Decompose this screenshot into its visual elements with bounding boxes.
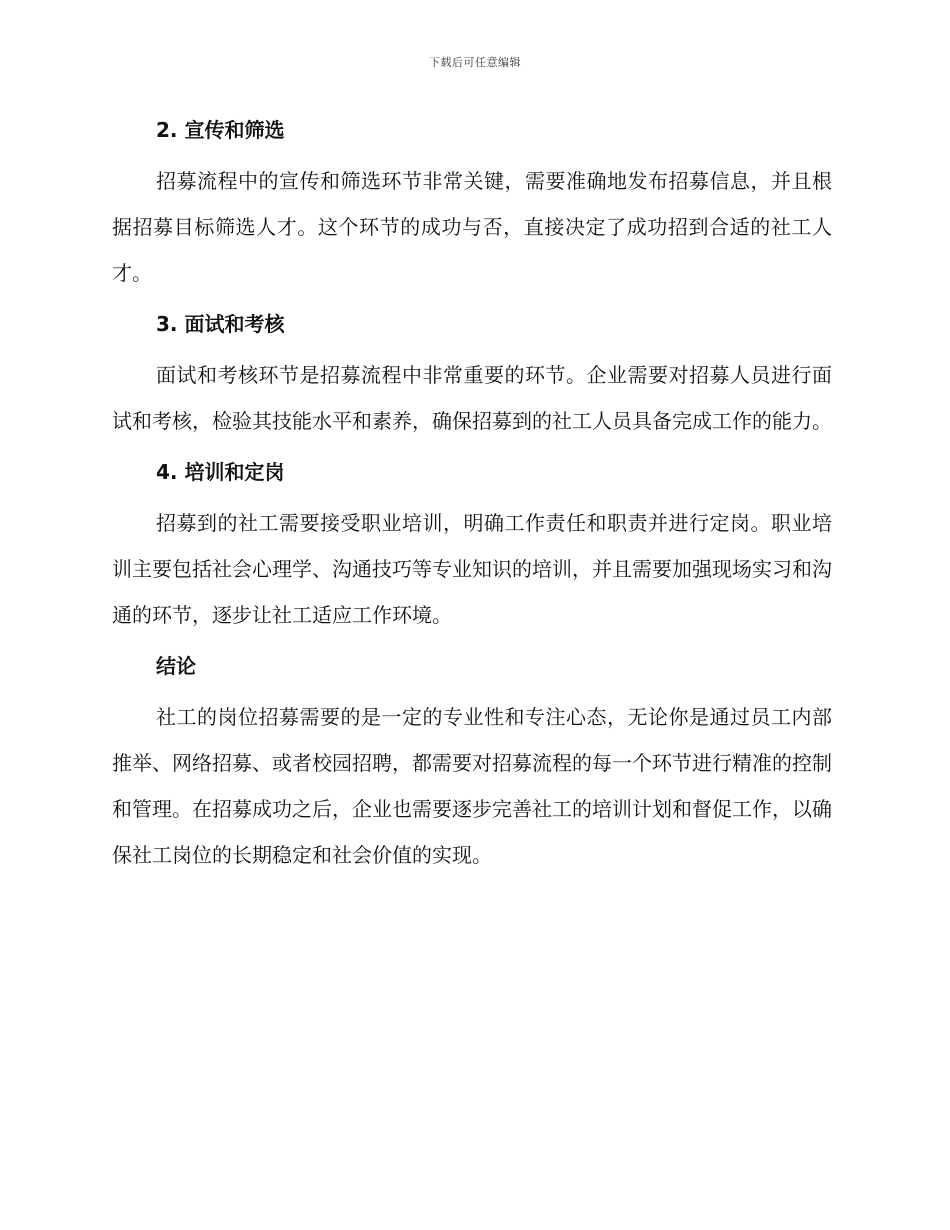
section-heading-conclusion: 结论 <box>156 654 196 678</box>
section-paragraph-training: 招募到的社工需要接受职业培训，明确工作责任和职责并进行定岗。职业培训主要包括社会心理学、沟通技巧等专业知识的培训，并且需要加强现场实习和沟通的环节，逐步让社工适应工作环境。 <box>112 511 832 627</box>
document-body <box>112 112 832 888</box>
section-paragraph-publicity: 招募流程中的宣传和筛选环节非常关键，需要准确地发布招募信息，并且根据招募目标筛选人才。这个环节的成功与否，直接决定了成功招到合适的社工人才。 <box>112 169 832 285</box>
section-heading-interview: 3. 面试和考核 <box>156 312 285 336</box>
section-heading-training: 4. 培训和定岗 <box>156 460 285 484</box>
section-paragraph-conclusion: 社工的岗位招募需要的是一定的专业性和专注心态，无论你是通过员工内部推举、网络招募、或者校园招聘，都需要对招募流程的每一个环节进行精准的控制和管理。在招募成功之后，企业也需要逐步完善社工的培训计划和督促工作，以确保社工岗位的长期稳定和社会价值的实现。 <box>112 705 832 867</box>
page-header-note: 下载后可任意编辑 <box>429 56 521 69</box>
section-heading-publicity: 2. 宣传和筛选 <box>156 118 285 142</box>
section-paragraph-interview: 面试和考核环节是招募流程中非常重要的环节。企业需要对招募人员进行面试和考核，检验其技能水平和素养，确保招募到的社工人员具备完成工作的能力。 <box>112 363 832 433</box>
